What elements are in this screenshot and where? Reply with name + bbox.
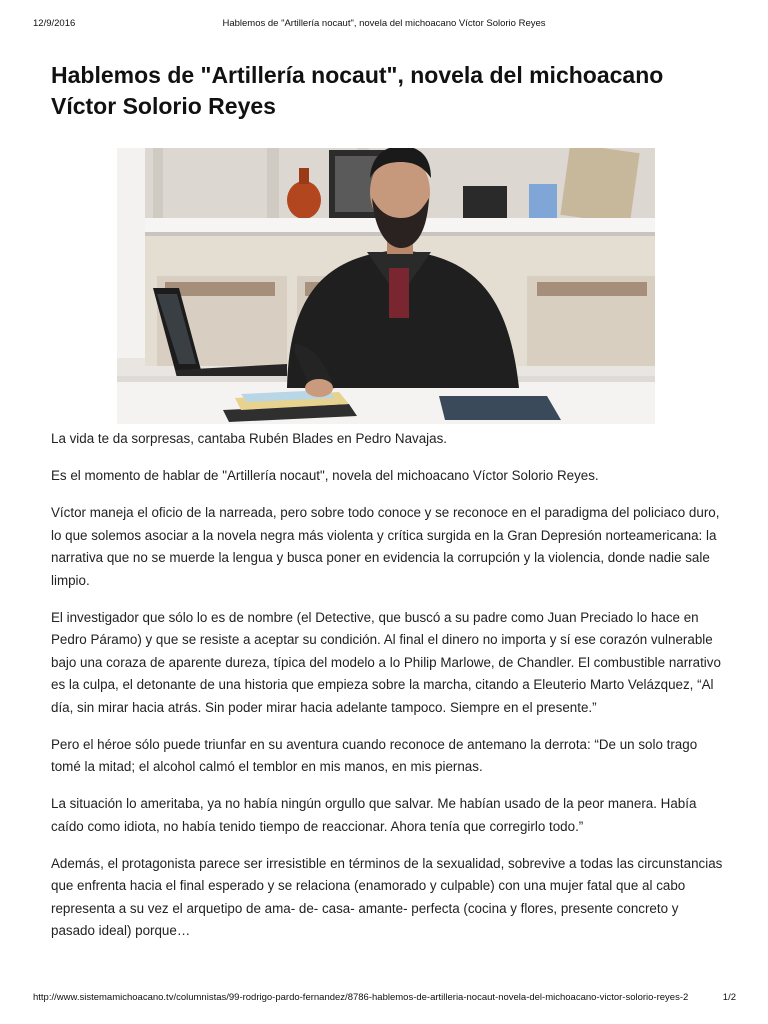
article-paragraph: El investigador que sólo lo es de nombre (el Detective, que buscó a su padre como Juan Preciado lo hace en Pedro Páramo) y que se resiste a aceptar su condición. Al final el dinero no importa y sí ese corazón vulnerable bajo una coraza de aparente dureza, típica del modelo a lo Philip Marlowe, de Chandler. El combustible narrativo es la culpa, el detonante de una historia que empieza sobre la marcha, citando a Eleuterio Marto Velázquez, “Al día, sin mirar hacia atrás. Sin poder mirar hacia adelante tampoco. Siempre en el presente.”: [51, 609, 721, 715]
print-doc-title: Hablemos de "Artillería nocaut", novela del michoacano Víctor Solorio Reyes: [222, 18, 546, 29]
article-paragraph: Además, el protagonista parece ser irresistible en términos de la sexualidad, sobrevive a todas las circunstancias que enfrenta hacia el final esperado y se relaciona (enamorado y culpable) con una mujer fatal que al cabo representa a su vez el arquetipo de ama- de- casa- amante- perfecta (cocina y flores, presente concreto y pasado ideal) porque…: [51, 855, 723, 938]
article-paragraph: Víctor maneja el oficio de la narreada, pero sobre todo conoce y se reconoce en el paradigma del policiaco duro, lo que solemos asociar a la novela negra más violenta y crítica surgida en la Gran Depresión norteamericana: la narrativa que no se muerde la lengua y busca poner en evidencia la corrupción y la violencia, donde nadie sale limpio.: [51, 505, 720, 588]
author-photo: [117, 148, 655, 424]
source-url: http://www.sistemamichoacano.tv/columnistas/99-rodrigo-pardo-fernandez/8786-hablemos-de-artilleria-nocaut-novela-del-michoacano-victor-solorio-reyes-2: [33, 992, 689, 1003]
article-paragraph: La situación lo ameritaba, ya no había ningún orgullo que salvar. Me habían usado de la peor manera. Había caído como idiota, no había tenido tiempo de reaccionar. Ahora tenía que corregirlo todo.”: [51, 796, 697, 834]
author-photo-illustration: [117, 148, 655, 424]
article-paragraph: Es el momento de hablar de "Artillería nocaut", novela del michoacano Víctor Solorio Reyes.: [51, 468, 599, 483]
article-paragraph: Pero el héroe sólo puede triunfar en su aventura cuando reconoce de antemano la derrota: “De un solo trago tomé la mitad; el alcohol calmó el temblor en mis manos, en mis piernas.: [51, 736, 698, 774]
print-date: 12/9/2016: [33, 18, 76, 29]
print-header: [0, 18, 768, 32]
article-body: [51, 428, 723, 957]
article-title: Hablemos de "Artillería nocaut", novela del michoacano Víctor Solorio Reyes: [51, 62, 664, 119]
print-footer: [0, 992, 768, 1006]
article-paragraph: La vida te da sorpresas, cantaba Rubén Blades en Pedro Navajas.: [51, 431, 448, 446]
page-number: 1/2: [722, 992, 736, 1003]
